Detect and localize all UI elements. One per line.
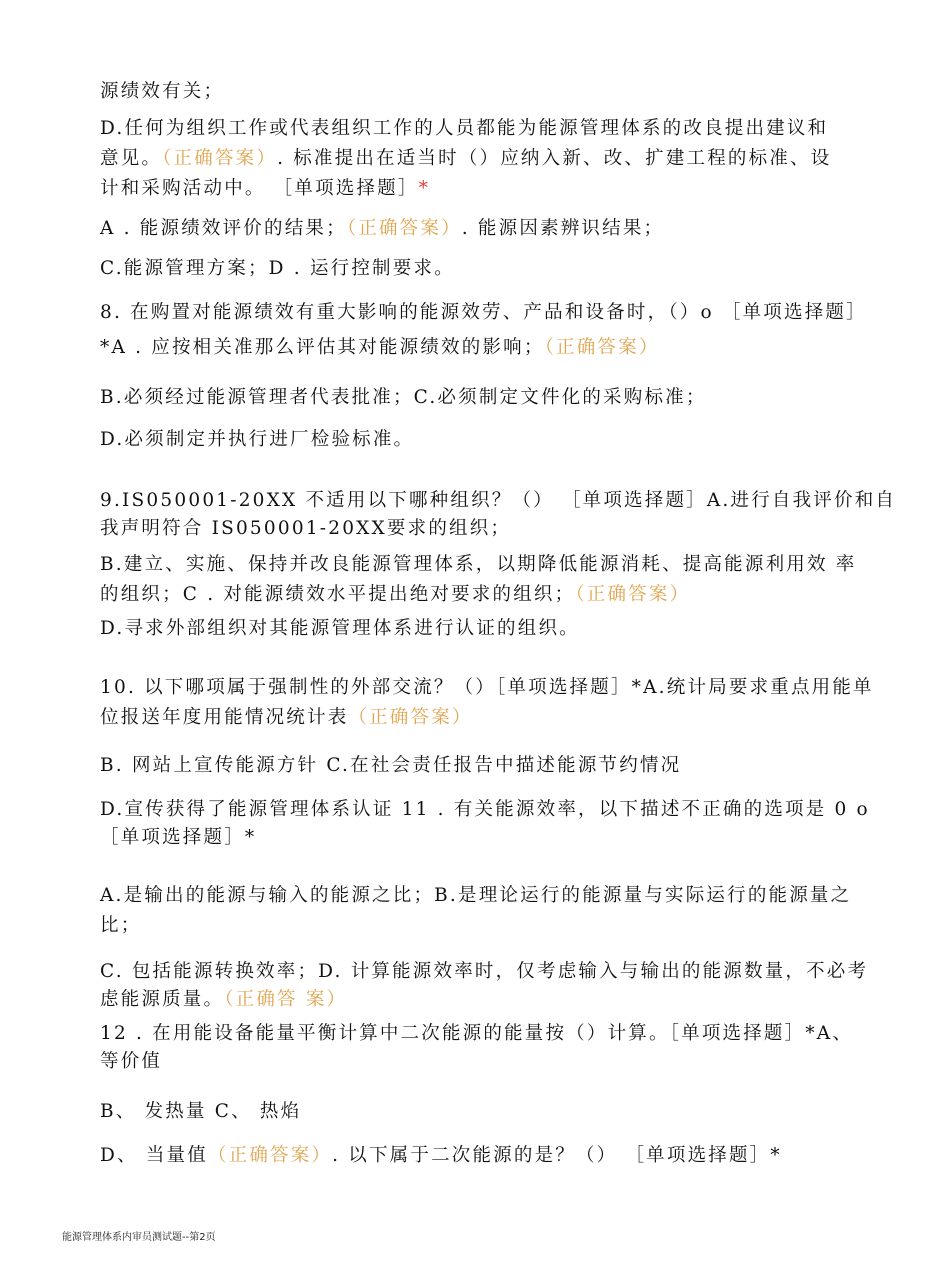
text-segment: B.建立、实施、保持并改良能源管理体系，以期降低能源消耗、提高能源利用效 率 <box>100 554 857 575</box>
text-line <box>100 676 874 700</box>
text-line <box>100 1050 860 1074</box>
required-star: * <box>418 178 431 199</box>
text-line <box>100 914 860 938</box>
text-segment: D.任何为组织工作或代表组织工作的人员都能为能源管理体系的改良提出建议和 <box>100 118 829 139</box>
text-segment: *A . 应按相关准那么评估其对能源绩效的影响； <box>100 337 545 358</box>
text-line <box>100 553 860 577</box>
text-segment: . 标准提出在适当时（）应纳入新、改、扩建工程的标准、设 <box>277 148 832 169</box>
text-line <box>100 826 860 850</box>
text-segment: 计和采购活动中。 ［单项选择题］ <box>100 178 419 199</box>
text-segment: 12 . 在用能设备能量平衡计算中二次能源的能量按（）计算。［单项选择题］*A、 <box>100 1023 854 1044</box>
text-line <box>100 1022 860 1046</box>
text-segment: C. 包括能源转换效率；D. 计算能源效率时，仅考虑输入与输出的能源数量，不必考 <box>100 961 869 982</box>
text-line <box>100 80 860 104</box>
text-segment: 源绩效有关； <box>100 81 225 102</box>
text-line <box>100 147 860 171</box>
text-line <box>100 1144 860 1168</box>
text-line <box>100 336 860 360</box>
text-segment: 意见。 <box>100 148 163 169</box>
text-segment: 10. 以下哪项属于强制性的外部交流？（）［单项选择题］*A.统计局要求重点用能单 <box>100 677 874 698</box>
text-segment: 虑能源质量。 <box>100 989 225 1010</box>
page-footer: 能源管理体系内审员测试题--第2页 <box>62 1232 216 1243</box>
text-segment: 位报送年度用能情况统计表 <box>100 707 349 728</box>
text-segment: D.宣传获得了能源管理体系认证 11 . 有关能源效率，以下描述不正确的选项是 0 o <box>100 799 870 820</box>
text-segment: A.是输出的能源与输入的能源之比；B.是理论运行的能源量与实际运行的能源量之 <box>100 885 852 906</box>
text-line <box>100 754 860 778</box>
text-line <box>100 517 860 541</box>
text-line <box>100 583 860 607</box>
text-line <box>100 706 860 730</box>
text-segment: . 能源因素辨识结果； <box>461 218 665 239</box>
text-segment: 等价值 <box>100 1051 163 1072</box>
text-segment: 9.IS050001-20XX 不适用以下哪种组织？（） ［单项选择题］A.进行自我评价和自 <box>100 490 897 511</box>
answer-marker: （正确答案） <box>207 1145 333 1166</box>
text-line <box>100 988 860 1012</box>
text-line <box>100 428 860 452</box>
answer-marker: （正确答案） <box>348 707 473 728</box>
text-segment: B. 网站上宣传能源方针 C.在社会责任报告中描述能源节约情况 <box>100 755 682 776</box>
text-line <box>100 960 869 984</box>
text-line <box>100 884 860 908</box>
text-line <box>100 1100 860 1124</box>
text-segment: D.寻求外部组织对其能源管理体系进行认证的组织。 <box>100 618 580 639</box>
text-segment: B.必须经过能源管理者代表批准；C.必须制定文件化的采购标准； <box>100 387 707 408</box>
answer-marker: （正确答 案） <box>224 989 348 1010</box>
text-line <box>100 257 860 281</box>
text-segment: . 以下属于二次能源的是？（） ［单项选择题］* <box>332 1145 782 1166</box>
answer-marker: （正确答案） <box>575 584 691 605</box>
text-line <box>100 301 867 325</box>
text-segment: B、 发热量 C、 热焰 <box>100 1101 302 1122</box>
text-segment: 8. 在购置对能源绩效有重大影响的能源效劳、产品和设备时，（）o ［单项选择题］ <box>100 302 867 323</box>
text-line <box>100 617 860 641</box>
text-segment: A . 能源绩效评价的结果； <box>100 218 347 239</box>
text-segment: 我声明符合 IS050001-20XX要求的组织； <box>100 518 512 539</box>
text-segment: ［单项选择题］* <box>100 827 257 848</box>
text-line <box>100 217 860 241</box>
text-line <box>100 177 860 201</box>
text-segment: 比； <box>100 915 142 936</box>
answer-marker: （正确答案） <box>544 337 660 358</box>
text-line <box>100 798 870 822</box>
answer-marker: （正确答案） <box>346 218 462 239</box>
text-segment: D、 当量值 <box>100 1145 208 1166</box>
text-line <box>100 386 860 410</box>
text-segment: D.必须制定并执行进厂检验标准。 <box>100 429 415 450</box>
answer-marker: （正确答案） <box>162 148 278 169</box>
text-line <box>100 489 897 513</box>
text-segment: 的组织；C . 对能源绩效水平提出绝对要求的组织； <box>100 584 576 605</box>
text-segment: C.能源管理方案；D . 运行控制要求。 <box>100 258 455 279</box>
text-line <box>100 117 860 141</box>
